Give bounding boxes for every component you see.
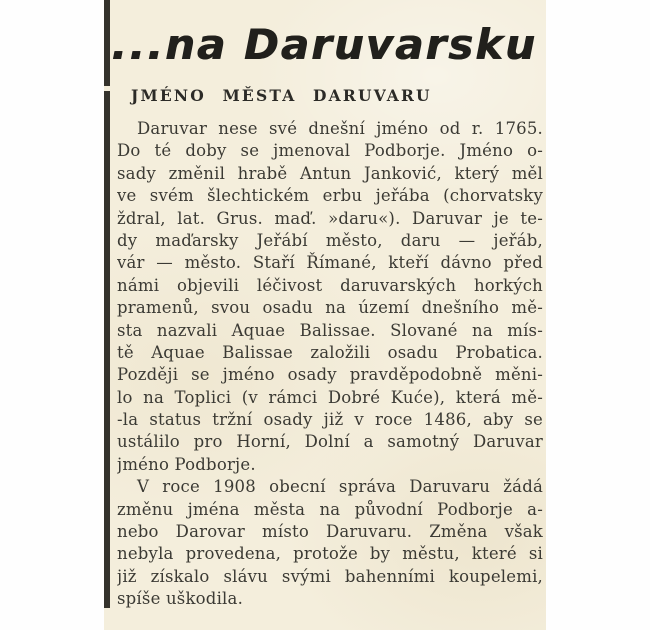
text-line: Později se jméno osady pravděpodobně měni- [117, 365, 543, 385]
text-line: Daruvar nese své dnešní jméno od r. 1765. [137, 119, 543, 138]
column-rule-bottom-segment [104, 91, 110, 608]
text-line: pramenů, svou osadu na území dnešního mě- [117, 298, 543, 318]
column-rule-top-segment [104, 0, 110, 86]
article-body [117, 118, 543, 611]
text-line: sta nazvali Aquae Balissae. Slované na mís- [117, 320, 543, 340]
text-line: lo na Toplici (v rámci Dobré Kuće), která mě- [117, 387, 543, 407]
text-line: spíše uškodila. [117, 589, 244, 609]
article-title: ...na Daruvarsku [111, 20, 537, 69]
text-line: již získalo slávu svými bahenními koupelemi, [117, 566, 543, 586]
text-line: vár — město. Staří Římané, kteří dávno před [117, 253, 543, 273]
text-line: změnu jména města na původní Podborje a- [117, 499, 543, 519]
newspaper-column [104, 0, 546, 630]
text-line: V roce 1908 obecní správa Daruvaru žádá [137, 477, 543, 497]
text-line: nebo Darovar místo Daruvaru. Změna však [117, 522, 543, 542]
text-line: ustálilo pro Horní, Dolní a samotný Daruvar [117, 432, 543, 452]
section-heading: JMÉNO MĚSTA DARUVARU [131, 86, 432, 105]
text-line: -la status tržní osady již v roce 1486, aby se [117, 410, 543, 430]
text-line: sady změnil hrabě Antun Janković, který měl [117, 163, 543, 183]
text-line: námi objevili léčivost daruvarských horkých [117, 275, 543, 295]
text-line: dy maďarsky Jeřábí město, daru — jeřáb, [117, 230, 543, 250]
text-line: tě Aquae Balissae založili osadu Probatica. [117, 342, 543, 362]
text-line: jméno Podborje. [117, 454, 256, 474]
text-line: ždral, lat. Grus. maď. »daru«). Daruvar je te- [117, 208, 543, 228]
text-line: nebyla provedena, protože by městu, které si [117, 544, 543, 564]
text-line: Do té doby se jmenoval Podborje. Jméno o- [117, 141, 543, 161]
text-line: ve svém šlechtickém erbu jeřába (chorvatsky [117, 186, 543, 206]
